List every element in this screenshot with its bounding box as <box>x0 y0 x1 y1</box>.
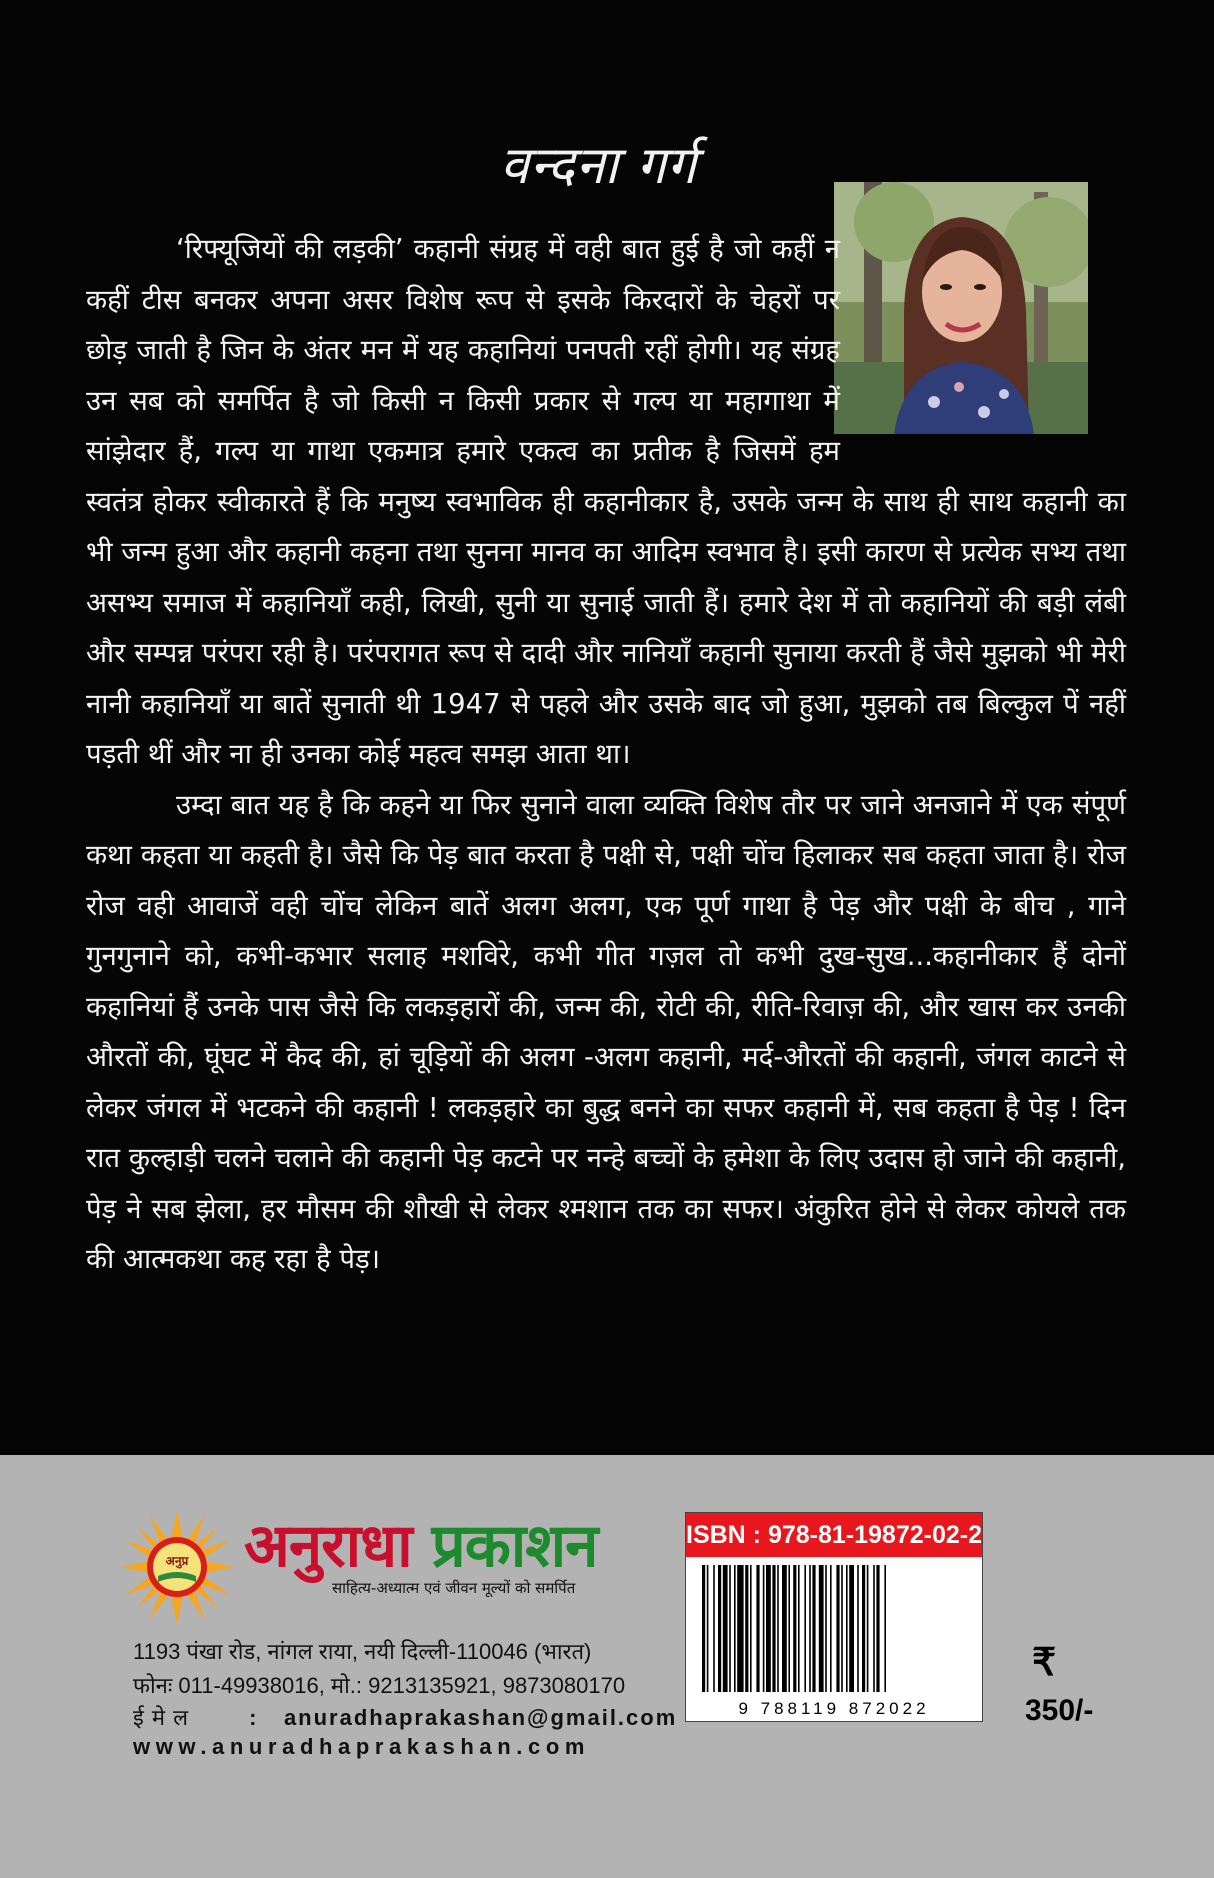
barcode-bar <box>873 1565 875 1692</box>
publisher-website: www.anuradhaprakashan.com <box>133 1734 591 1759</box>
email-address: anuradhaprakashan@gmail.com <box>283 1705 678 1730</box>
sun-logo-icon <box>120 1510 235 1625</box>
barcode-bar <box>723 1565 728 1692</box>
photo-spacer <box>840 224 1126 472</box>
publisher-name-part1: अनुराधा <box>244 1511 412 1581</box>
barcode-bar <box>804 1565 806 1692</box>
barcode-bar <box>884 1565 886 1692</box>
barcode-bar <box>825 1565 827 1692</box>
barcode-bar <box>772 1565 775 1692</box>
publisher-name-part2: प्रकाशन <box>431 1511 598 1581</box>
barcode-bar <box>819 1565 824 1692</box>
barcode-bar <box>718 1565 721 1692</box>
isbn-barcode-box <box>685 1512 983 1722</box>
barcode-bar <box>734 1565 736 1692</box>
barcode-bar <box>745 1565 748 1692</box>
barcode-bar <box>812 1565 815 1692</box>
author-name: वन्दना गर्ग <box>500 136 698 196</box>
barcode-bar <box>756 1565 759 1692</box>
barcode-bar <box>750 1565 752 1692</box>
barcode-bar <box>788 1565 790 1692</box>
barcode-bar <box>782 1565 787 1692</box>
publisher-tagline: साहित्य-अध्यात्म एवं जीवन मूल्यों को समर्पित <box>332 1579 576 1597</box>
barcode-bar <box>830 1565 832 1692</box>
barcode-bar <box>702 1565 705 1692</box>
barcode-bar <box>766 1565 771 1692</box>
barcode-bar <box>798 1565 800 1692</box>
barcode-bar <box>763 1565 765 1692</box>
barcode-bar <box>876 1565 879 1692</box>
blurb-paragraph-1: ‘रिफ्यूजियों की लड़की’ कहानी संग्रह में वही बात हुई है जो कहीं न कहीं टीस बनकर अपना असर विशेष रूप से इसके किरदारों के चेहरों पर छोड़ जाती है जिन के अंतर मन में यह कहानियां पनपती रहीं होगी। यह संग्रह उन सब को समर्पित है जो किसी न किसी प्रकार से गल्प या महागाथा में सांझेदार हैं, गल्प या गाथा एकमात्र हमारे एकत्व का प्रतीक है जिसमें हम स्वतंत्र होकर स्वीकारते हैं कि मनुष्य स्वभाविक ही कहानीकार है, उसके जन्म के साथ ही साथ कहानी का भी जन्म हुआ और कहानी कहना तथा सुनना मानव का आदिम स्वभाव है। इसी कारण से प्रत्येक सभ्य तथा असभ्य समाज में कहानियाँ कही, लिखी, सुनी या सुनाई जाती हैं। हमारे देश में तो कहानियों की बड़ी लंबी और सम्पन्न परंपरा रही है। परंपरागत रूप से दादी और नानियाँ कहानी सुनाया करती हैं जैसे मुझको भी मेरी नानी कहानियाँ या बातें सुनाती थी 1947 से पहले और उसके बाद जो हुआ, मुझको तब बिल्कुल पें नहीं पड़ती थीं और ना ही उनका कोई महत्व समझ आता था। <box>86 233 1126 770</box>
barcode-bar <box>777 1565 779 1692</box>
publisher-name <box>244 1502 597 1584</box>
barcode-bar <box>737 1565 743 1692</box>
barcode-bar <box>846 1565 848 1692</box>
email-label: ई मे ल <box>133 1705 190 1730</box>
barcode-bar <box>707 1565 709 1692</box>
price-amount: 350/- <box>1025 1694 1094 1727</box>
barcode-bar <box>867 1565 869 1692</box>
isbn-label: ISBN : 978-81-19872-02-2 <box>686 1513 982 1557</box>
blurb-text <box>86 224 1126 1285</box>
email-separator: : <box>249 1705 260 1730</box>
publisher-email-line <box>133 1702 677 1732</box>
barcode-bar <box>713 1565 715 1692</box>
barcode-bar <box>793 1565 796 1692</box>
barcode-bar <box>836 1565 839 1692</box>
barcode-bar <box>841 1565 843 1692</box>
barcode-bar <box>857 1565 859 1692</box>
barcode-bar <box>809 1565 811 1692</box>
publisher-phone: फोनः 011-49938016, मो.: 9213135921, 9873080170 <box>133 1673 626 1698</box>
barcode-bar <box>849 1565 854 1692</box>
barcode-bar <box>862 1565 865 1692</box>
logo-monogram: अनुप्र <box>165 1554 189 1568</box>
blurb-paragraph-2: उम्दा बात यह है कि कहने या फिर सुनाने वाला व्यक्ति विशेष तौर पर जाने अनजाने में एक संपूर्ण कथा कहता या कहती है। जैसे कि पेड़ बात करता है पक्षी से, पक्षी चोंच हिलाकर सब कहता जाता है। रोज रोज वही आवाजें वही चोंच लेकिन बातें अलग अलग, एक पूर्ण गाथा है पेड़ और पक्षी के बीच , गाने गुनगुनाने को, कभी-कभार सलाह मशविरे, कभी गीत गज़ल तो कभी दुख-सुख...कहानीकार हैं दोनों कहानियां हैं उनके पास जैसे कि लकड़हारों की, जन्म की, रोटी की, रीति-रिवाज़ की, और खास कर उनकी औरतों की, घूंघट में कैद की, हां चूड़ियों की अलग -अलग कहानी, मर्द-औरतों की कहानी, जंगल काटने से लेकर जंगल में भटकने की कहानी ! लकड़हारे का बुद्ध बनने का सफर कहानी में, सब कहता है पेड़ ! दिन रात कुल्हाड़ी चलने चलाने की कहानी पेड़ कटने पर नन्हे बच्चों के हमेशा के लिए उदास हो जाने की कहानी, पेड़ ने सब झेला, हर मौसम की शौखी से लेकर श्मशान तक का सफर। अंकुरित होने से लेकर कोयले तक की आत्मकथा कह रहा है पेड़। <box>86 788 1126 1275</box>
publisher-address: 1193 पंखा रोड, नांगल राया, नयी दिल्ली-110046 (भारत) <box>133 1639 592 1664</box>
rupee-symbol: ₹ <box>1032 1642 1057 1684</box>
barcode-bar <box>729 1565 731 1692</box>
barcode-digits: 9 788119 872022 <box>738 1699 930 1718</box>
barcode <box>696 1565 972 1692</box>
